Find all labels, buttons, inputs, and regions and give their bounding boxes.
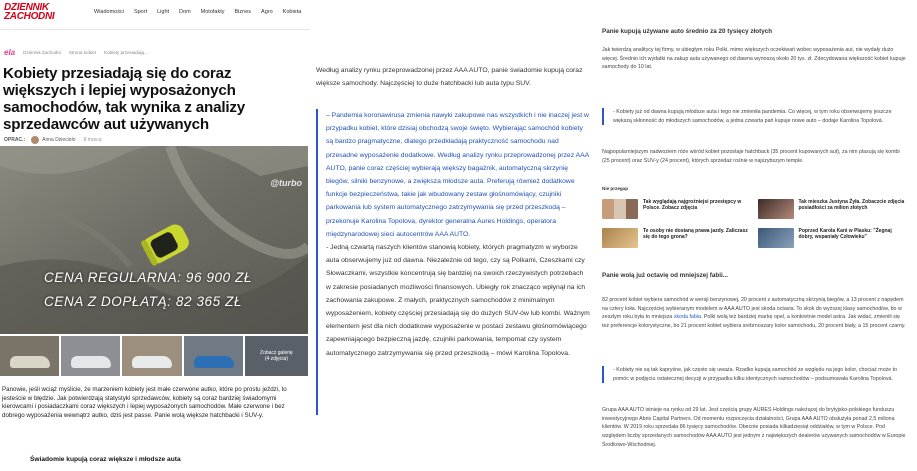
body-paragraph: Grupa AAA AUTO istnieje na rynku od 29 lat. Jest częścią grupy AURES Holdings należącej do brytyjsko-polskiego funduszu inwestycyjnego Abris Capital Partners. Od momentu rozpoczęcia działalności, Grupa AAA AUTO obsłużyła ponad 2,5 miliona klientów. W 2019 roku sprzedała 86 tysięcy samochodów. Obecnie posiada kilkadziesiąt oddziałów, w tym w Polsce. Pod względem liczby sprzedanych samochodów AAA AUTO jest jednym z największych dealerów używanych samochodów w Europie Środkowo-Wschodniej. bbox=[602, 407, 906, 448]
quote-block: - Kobiety nie są tak kapryśne, jak często się uważa. Rzadko kupują samochód ze względu na jego kolor, chociaż może to pomóc w podjęciu ostatecznej decyzji w przypadku kilku identycznych samochodów – podsumowała Karolina Topolová. bbox=[602, 366, 907, 383]
nav-item-light[interactable]: Light bbox=[157, 9, 170, 15]
byline-label: OPRAC.: bbox=[4, 137, 26, 143]
related-title: Poprzed Karola Kani w Plasku: "Żegnaj dobry, wspaniały Człowieku" bbox=[798, 228, 892, 241]
related-article[interactable] bbox=[602, 228, 752, 248]
breadcrumb-item[interactable]: Strona kobiet bbox=[68, 49, 96, 55]
main-nav bbox=[94, 9, 301, 15]
gallery-more-count: (4 zdjęcia) bbox=[264, 356, 288, 362]
nav-item-wiadomosci[interactable]: Wiadomości bbox=[94, 9, 124, 15]
nav-item-motofakty[interactable]: Motofakty bbox=[200, 9, 225, 15]
article-column bbox=[0, 0, 310, 471]
body-paragraph: Jak twierdzą analitycy tej firmy, w ubiegłym roku Polki, mimo większych oczekiwań wobec wyposażenia aut, nie wydały dużo więcej. Średnio ich wydatki na zakup auta używanego od dawna wynoszą około 20 tys. zł. Zdecydowana większość kobiet kupuje samochody do 10 lat. bbox=[602, 47, 906, 71]
breadcrumb-item[interactable]: Dziennik Zachodni bbox=[23, 49, 61, 55]
gallery-strip bbox=[0, 336, 308, 376]
page-title: Kobiety przesiadają się do coraz większych i lepiej wyposażonych samochodów, tak wynika z analizy sprzedawców aut używanych bbox=[3, 65, 246, 133]
quote-block: - Kobiety już od dawna kupują młodsze auta i tego nie zmieniła pandemia. Co więcej, w tym roku obserwujemy jeszcze większą skłonność do młodszych samochodów, a jedna czwarta pań kupuje nowe auto – dodaje Karolina Topolová. bbox=[602, 108, 907, 125]
quote-block bbox=[316, 109, 590, 415]
body-text: . Polki wolą też bardziej markę opel, a konkretnie model astra. Jak widać, zmienili się też preferencje kolorystyczne, bo 21 procent kobiet wybiera srebrnoszary kolor samochodu, 20 procent biały, a 15 procent czarny. bbox=[602, 314, 906, 330]
byline bbox=[4, 136, 304, 144]
related-label: Nie przegap bbox=[602, 186, 629, 191]
related-article[interactable] bbox=[602, 199, 752, 219]
breadcrumb bbox=[4, 47, 304, 57]
nav-item-dom[interactable]: Dom bbox=[179, 9, 191, 15]
related-thumbnail bbox=[758, 199, 794, 219]
quote-paragraph bbox=[326, 109, 590, 241]
logo-bottom-text: ZACHODNI bbox=[4, 11, 55, 22]
breadcrumb-item: Kobiety przesiadają... bbox=[104, 49, 148, 55]
price-discounted: CENA Z DOPŁATĄ: 82 365 ZŁ bbox=[44, 294, 243, 309]
related-thumbnail bbox=[758, 228, 794, 248]
gallery-more-label: Zobacz galerię bbox=[259, 350, 293, 356]
author-name[interactable]: Anna Dzieciolo bbox=[42, 137, 76, 143]
related-thumbnail bbox=[602, 199, 638, 219]
price-regular: CENA REGULARNA: 96 900 ZŁ bbox=[44, 270, 253, 285]
hero-watermark: @turbo bbox=[270, 178, 302, 188]
body-paragraph: Najpopularniejszym nadwoziem róże wśród kobiet pozostaje hatchback (35 procent kupowanych aut), za nim plasują się kombi (25 procent) oraz SUV-y (24 procent), których sprzedaż rośnie w najszybszym tempie. bbox=[602, 149, 900, 164]
gallery-thumb[interactable] bbox=[61, 336, 120, 376]
nav-item-sport[interactable]: Sport bbox=[133, 9, 148, 15]
section-heading: Panie kupują używane auto średnio za 20 tysięcy złotych bbox=[602, 28, 773, 35]
body-paragraph: Według analizy rynku przeprowadzonej przez AAA AUTO, panie świadomie kupują coraz większe samochody. Najczęściej to duże hatchbacki lub auta typu SUV. bbox=[316, 67, 583, 88]
logo-top-text: DZIENNIK bbox=[4, 2, 49, 13]
article-body-right bbox=[597, 0, 917, 471]
article-lead: Panowie, jeśli wciąż myślicie, że marzeniem kobiety jest małe czerwone autko, które po prostu jeździ, to jesteście w błędzie. Jak potwierdzają statystyki sprzedawców, kobiety są coraz bardziej świadomymi kierowcami i posiadaczkami coraz większych i lepiej wyposażonych samochodów. Małe czerwone i bez dobrego wyposażenia wewnątrz autko, dziś jest passe. Panie wolą większe hatchbacki i SUV-y. bbox=[2, 386, 287, 419]
body-text: 82 procent kobiet wybiera samochód w wersji benzynowej, 20 procent z automatyczną skrzynią biegów, a 13 procent z napędem na cztery koła. Najczęściej wybieranym modelem w AAA AUTO jest skoda octavia. To skok do wyższej klasy samochodów, bo w zeszłym roku była to mniejsza bbox=[602, 297, 904, 321]
gallery-thumb[interactable] bbox=[0, 336, 59, 376]
site-header bbox=[0, 0, 310, 30]
related-article[interactable] bbox=[758, 228, 908, 248]
related-articles bbox=[602, 199, 907, 248]
author-avatar bbox=[31, 136, 39, 144]
gallery-more-button[interactable] bbox=[245, 336, 308, 376]
article-body-middle bbox=[313, 0, 592, 471]
section-heading: Panie wolą już octavię od mniejszej fabii... bbox=[602, 272, 728, 279]
nav-item-agro[interactable]: Agro bbox=[261, 9, 273, 15]
body-paragraph bbox=[602, 296, 907, 331]
section-logo[interactable]: ela bbox=[4, 47, 16, 57]
gallery-thumb[interactable] bbox=[122, 336, 181, 376]
nav-item-biznes[interactable]: Biznes bbox=[234, 9, 252, 15]
related-title: Tak wyglądają najgroźniejsi przestępcy w Polsce. Zobacz zdjęcia bbox=[643, 199, 742, 212]
gallery-thumb[interactable] bbox=[184, 336, 243, 376]
related-title: Te osoby nie dostaną prawa jazdy. Zaliczasz się do tego grona? bbox=[643, 228, 748, 241]
quote-paragraph: - Jedną czwartą naszych klientów stanowią kobiety, których pragmatyzm w wyborze auta obserwujemy już od dawna. Niezależnie od tego, czy są Polkami, Czeszkami czy Słowaczkami, wszystkie koncentrują się bardziej na swoich rzeczywistych potrzebach w zakresie posiadanych możliwości finansowych. Ubiegły rok znacząco wpłynął na ich zachowania zakupowe. Z małych, praktycznych samochodów z minimalnym wyposażeniem, kobiety częściej przesiadają się do dużych SUV-ów lub kombi. Ważnym elementem jest dla nich dodatkowe wyposażenie w postaci zestawu głośnomówiącego zapewniającego bezpieczną jazdę, czujniki parkowania, tempomat czy system automatycznego zatrzymywania się przed przeszkodą – mówi Karolina Topolova. bbox=[326, 244, 590, 357]
site-logo[interactable] bbox=[4, 3, 76, 21]
related-title: Tak mieszka Justyna Żyła. Zobaczcie zdjęcia posiadłości za milion złotych bbox=[798, 199, 905, 212]
article-subhead: Świadomie kupują coraz większe i młodsze auta bbox=[30, 456, 181, 463]
quote-text: – Pandemia koronawirusa zmienia nawyki zakupowe nas wszystkich i nie inaczej jest w przypadku kobiet, które dzisiaj obchodzą swoje święto. Wybierając samochód kobiety są bardzo pragmatyczne, dlatego przedkładają praktyczność samochodu nad przesadne wyposażenie dodatkowe. Według analizy rynku przeprowadzonej przez AAA AUTO, panie coraz częściej wybierają większy bagażnik, automatyczną skrzynię biegów, silniki benzynowe, a zwiększa młodsze auta. Preferują również dodatkowe funkcje bezpieczeństwa, takie jak wbudowany zestaw głośnomówiący, czujniki parkowania lub system automatycznego zatrzymywania się przed przeszkodą – przekonuje Karolina Topolova, dyrektor generalna Aures Holdings, operatora międzynarodowej sieci autocentrów AAA AUTO. bbox=[326, 112, 589, 238]
related-thumbnail bbox=[602, 228, 638, 248]
publish-date: 8 marca bbox=[83, 137, 102, 143]
inline-link[interactable]: skoda fabia bbox=[673, 314, 701, 321]
related-article[interactable] bbox=[758, 199, 908, 219]
nav-item-kobieta[interactable]: Kobieta bbox=[282, 9, 302, 15]
